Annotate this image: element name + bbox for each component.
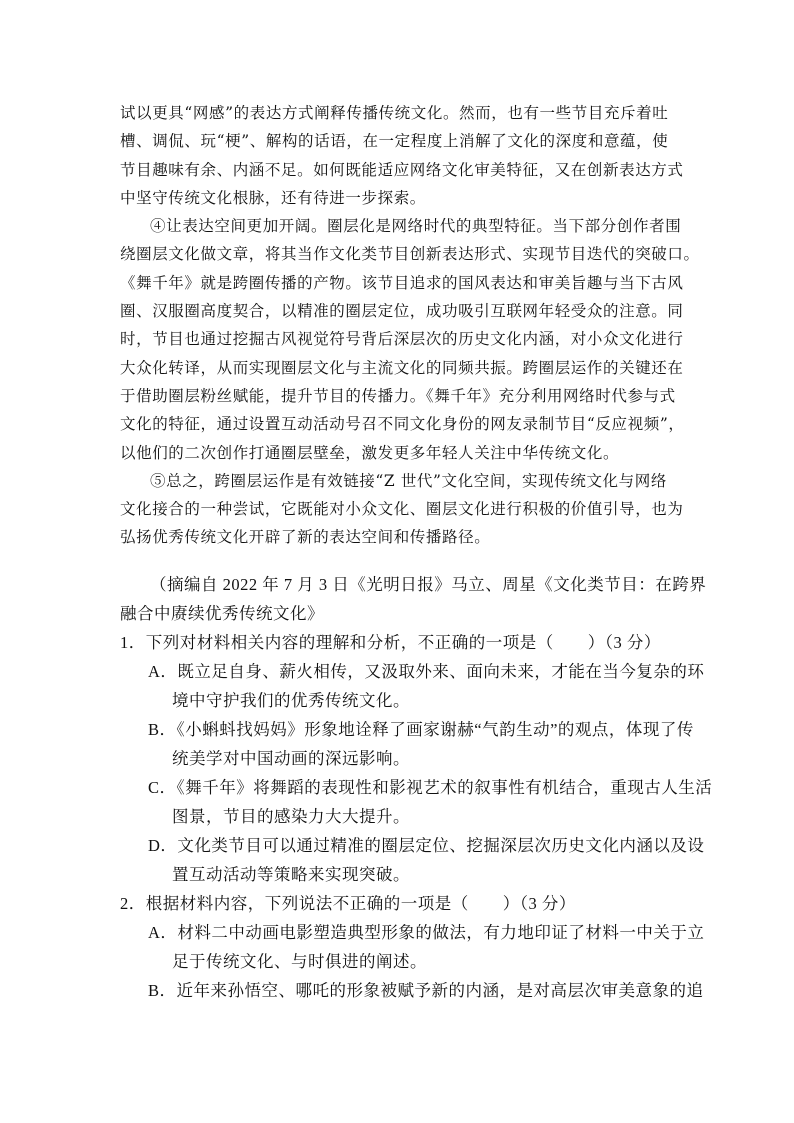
option-1a-cont: 境中守护我们的优秀传统文化。 bbox=[172, 691, 410, 710]
passage bbox=[120, 99, 700, 552]
option-2a-cont: 足于传统文化、与时俱进的阐述。 bbox=[172, 952, 427, 971]
passage-line: 圈、汉服圈高度契合，以精准的圈层定位，成功吸引互联网年轻受众的注意。同 bbox=[120, 302, 684, 321]
questions bbox=[120, 628, 713, 1005]
paragraph-5-start: ⑤总之，跨圈层运作是有效链接“Z 世代”文化空间，实现传统文化与网络 bbox=[150, 471, 667, 490]
option-1c: C．《舞千年》将舞蹈的表现性和影视艺术的叙事性有机结合，重现古人生活 bbox=[148, 778, 713, 797]
option-1a: A．既立足自身、薪火相传，又汲取外来、面向未来，才能在当今复杂的环 bbox=[148, 662, 705, 681]
citation-line: （摘编自 2022 年 7 月 3 日《光明日报》马立、周星《文化类节目：在跨界 bbox=[150, 575, 707, 594]
passage-line: 节目趣味有余、内涵不足。如何既能适应网络文化审美特征，又在创新表达方式 bbox=[120, 160, 684, 179]
passage-line: 弘扬优秀传统文化开辟了新的表达空间和传播路径。 bbox=[120, 528, 491, 547]
option-1c-cont: 图景，节目的感染力大大提升。 bbox=[172, 807, 410, 826]
passage-line: 试以更具“网感”的表达方式阐释传播传统文化。然而，也有一些节目充斥着吐 bbox=[120, 104, 669, 122]
passage-line: 槽、调侃、玩“梗”、解构的话语，在一定程度上消解了文化的深度和意蕴，使 bbox=[120, 132, 669, 151]
passage-line: 文化的特征，通过设置互动活动号召不同文化身份的网友录制节目“反应视频”， bbox=[120, 415, 685, 434]
source-citation bbox=[120, 570, 707, 628]
paragraph-4-start: ④让表达空间更加开阔。圈层化是网络时代的典型特征。当下部分创作者围 bbox=[150, 217, 682, 236]
passage-line: 以他们的二次创作打通圈层壁垒，激发更多年轻人关注中华传统文化。 bbox=[120, 443, 620, 462]
passage-line: 时，节目也通过挖掘古风视觉符号背后深层次的历史文化内涵，对小众文化进行 bbox=[120, 330, 684, 349]
option-1d-cont: 置互动活动等策略来实现突破。 bbox=[172, 865, 410, 884]
citation-line: 融合中赓续优秀传统文化》 bbox=[120, 604, 324, 623]
passage-line: 中坚守传统文化根脉，还有待进一步探索。 bbox=[120, 188, 426, 207]
question-2-stem: 2．根据材料内容，下列说法不正确的一项是（ ）（3 分） bbox=[120, 894, 576, 913]
question-1-stem: 1．下列对材料相关内容的理解和分析，不正确的一项是（ ）（3 分） bbox=[120, 633, 661, 652]
passage-line: 大众化转译，从而实现圈层文化与主流文化的同频共振。跨圈层运作的关键还在 bbox=[120, 358, 684, 377]
passage-line: 于借助圈层粉丝赋能，提升节目的传播力。《舞千年》充分利用网络时代参与式 bbox=[120, 386, 676, 405]
option-1b-cont: 统美学对中国动画的深远影响。 bbox=[172, 749, 410, 768]
passage-line: 《舞千年》就是跨圈传播的产物。该节目追求的国风表达和审美旨趣与当下古风 bbox=[120, 273, 684, 292]
option-2b: B．近年来孙悟空、哪吒的形象被赋予新的内涵，是对高层次审美意象的追 bbox=[148, 981, 704, 1000]
passage-line: 文化接合的一种尝试，它既能对小众文化、圈层文化进行积极的价值引导，也为 bbox=[120, 500, 684, 519]
option-1d: D．文化类节目可以通过精准的圈层定位、挖掘深层次历史文化内涵以及设 bbox=[148, 836, 705, 855]
passage-line: 绕圈层文化做文章，将其当作文化类节目创新表达形式、实现节目迭代的突破口。 bbox=[120, 245, 700, 264]
option-1b: B．《小蝌蚪找妈妈》形象地诠释了画家谢赫“气韵生动”的观点，体现了传 bbox=[148, 720, 694, 739]
option-2a: A．材料二中动画电影塑造典型形象的做法，有力地印证了材料一中关于立 bbox=[148, 923, 705, 942]
